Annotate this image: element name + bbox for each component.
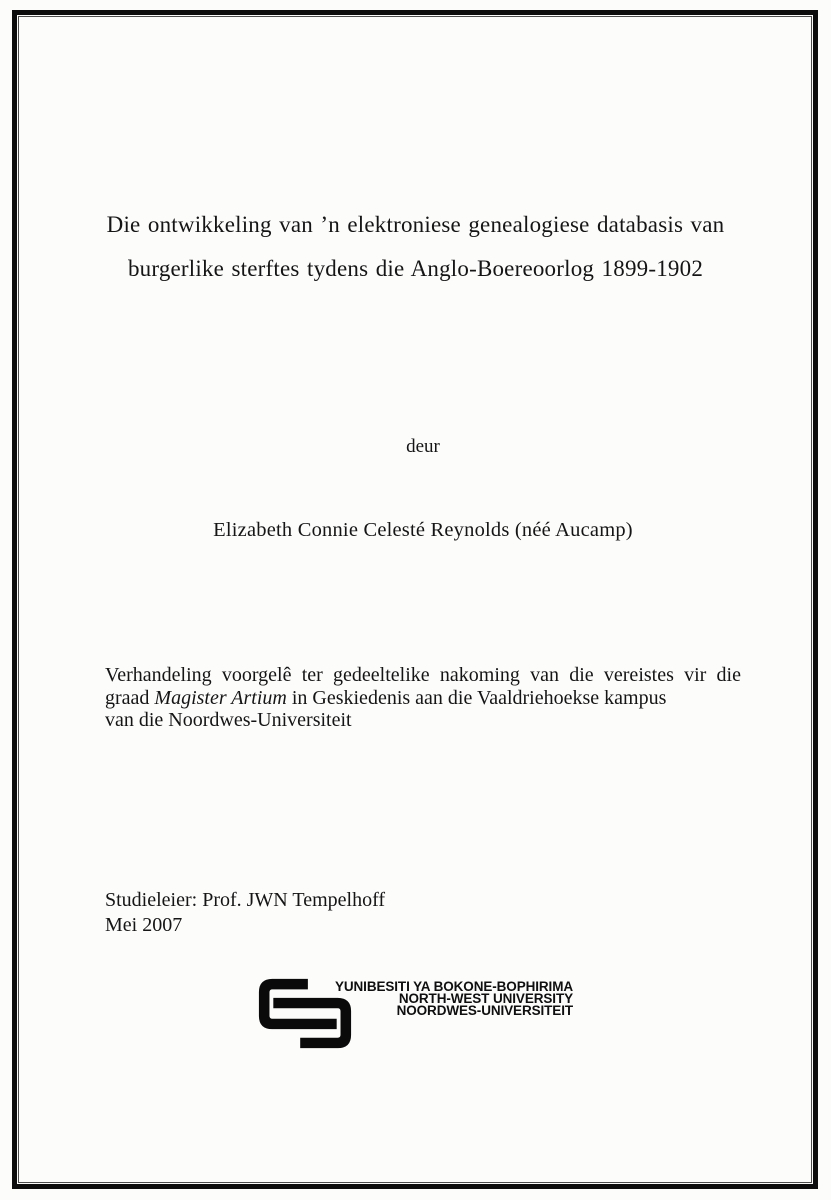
degree-statement: [105, 664, 741, 732]
byline-deur: deur: [406, 436, 440, 457]
thesis-title-line-2: burgerlike sterftes tydens die Anglo-Boereoorlog 1899-1902: [127, 256, 704, 281]
university-name-english: NORTH-WEST UNIVERSITY: [398, 991, 573, 1006]
degree-name-italic: Magister Artium: [154, 686, 287, 709]
thesis-title-line-1: Die ontwikkeling van ’n elektroniese genealogiese databasis van: [106, 212, 725, 237]
university-name-afrikaans: NOORDWES-UNIVERSITEIT: [396, 1003, 573, 1018]
degree-statement-line-3: van die Noordwes-Universiteit: [105, 709, 352, 731]
university-name-setswana: YUNIBESITI YA BOKONE-BOPHIRIMA: [334, 979, 573, 994]
degree-statement-line-1: Verhandeling voorgelê ter gedeeltelike nakoming van die vereistes vir die: [105, 664, 741, 686]
date-line: Mei 2007: [105, 914, 183, 936]
degree-statement-line-2-post: in Geskiedenis aan die Vaaldriehoekse kampus: [286, 686, 667, 709]
degree-statement-line-2: [105, 687, 741, 710]
degree-statement-line-2-pre: graad: [105, 686, 155, 709]
supervisor-line: Studieleier: Prof. JWN Tempelhoff: [105, 889, 386, 911]
supervisor-block: [105, 888, 605, 938]
thesis-title: [90, 203, 741, 291]
university-logo: [257, 977, 587, 1057]
author-name: Elizabeth Connie Celesté Reynolds (néé Aucamp): [213, 519, 633, 541]
university-name-block: [320, 981, 573, 1017]
